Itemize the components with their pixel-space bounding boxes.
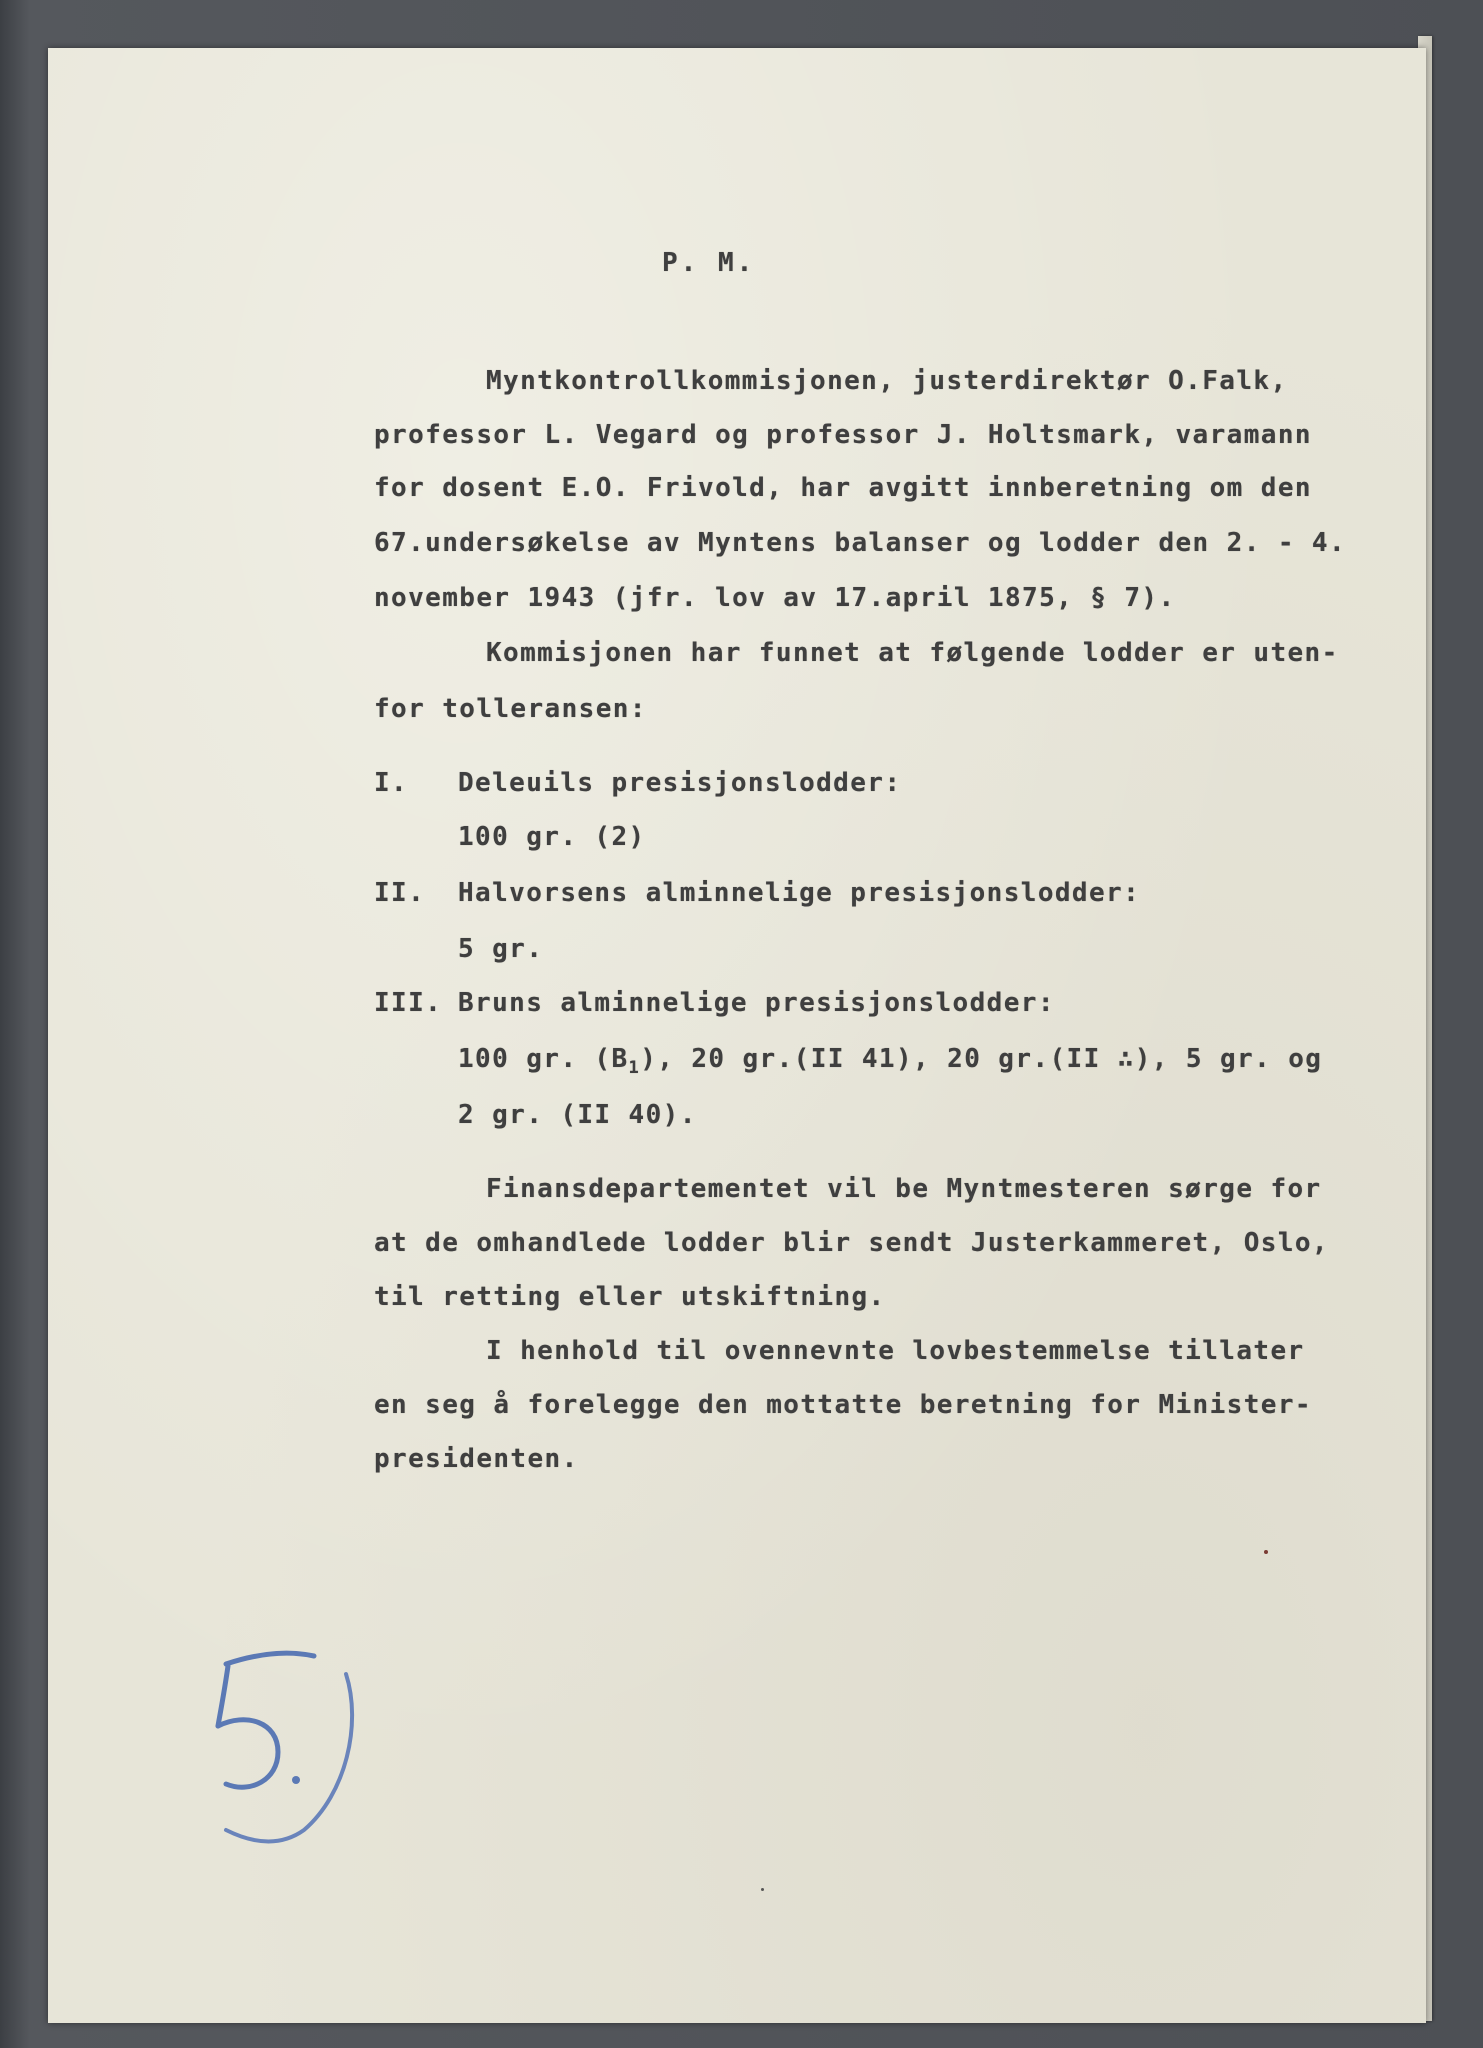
item-2-title: Halvorsens alminnelige presisjonslodder: [458, 878, 1141, 908]
item-3-title: Bruns alminnelige presisjonslodder: [458, 988, 1055, 1018]
item-1-detail: 100 gr. (2) [458, 822, 646, 852]
closing-line-4: I henhold til ovennevnte lovbestemmelse tillater [486, 1336, 1305, 1366]
body-line-2: professor L. Vegard og professor J. Holtsmark, varamann [374, 420, 1312, 450]
closing-line-2: at de omhandlede lodder blir sendt Justerkammeret, Oslo, [374, 1228, 1329, 1258]
document-heading: P. M. [662, 248, 756, 278]
item-3-detail-part-b: ), 20 gr.(II 41), 20 gr.(II ∴), 5 gr. og [640, 1044, 1323, 1074]
closing-line-5: en seg å forelegge den mottatte beretning for Minister- [374, 1390, 1312, 1420]
item-3-detail-part-a: 100 gr. (B [458, 1044, 629, 1074]
item-2-numeral: II. [374, 878, 426, 908]
ink-speck [761, 1888, 764, 1891]
body-line-6: Kommisjonen har funnet at følgende lodder er uten- [486, 638, 1339, 668]
closing-line-6: presidenten. [374, 1444, 579, 1474]
item-3-numeral: III. [374, 988, 443, 1018]
item-1-numeral: I. [374, 768, 409, 798]
item-3-detail-subscript: 1 [628, 1058, 641, 1078]
closing-line-1: Finansdepartementet vil be Myntmesteren sørge for [486, 1174, 1322, 1204]
closing-line-3: til retting eller utskiftning. [374, 1282, 886, 1312]
item-1-title: Deleuils presisjonslodder: [458, 768, 902, 798]
body-line-1: Myntkontrollkommisjonen, justerdirektør O.Falk, [486, 366, 1288, 396]
body-line-4: 67.undersøkelse av Myntens balanser og lodder den 2. - 4. [374, 528, 1347, 558]
body-line-5: november 1943 (jfr. lov av 17.april 1875, § 7). [374, 583, 1176, 613]
body-line-7: for tolleransen: [374, 694, 647, 724]
item-3-detail-line-2: 2 gr. (II 40). [458, 1100, 697, 1130]
item-3-detail-line-1 [458, 1044, 1322, 1078]
ink-speck [1264, 1550, 1268, 1554]
item-2-detail: 5 gr. [458, 934, 544, 964]
document-page [48, 48, 1426, 2023]
body-line-3: for dosent E.O. Frivold, har avgitt innberetning om den [374, 473, 1312, 503]
handwritten-page-number [186, 1594, 366, 1844]
